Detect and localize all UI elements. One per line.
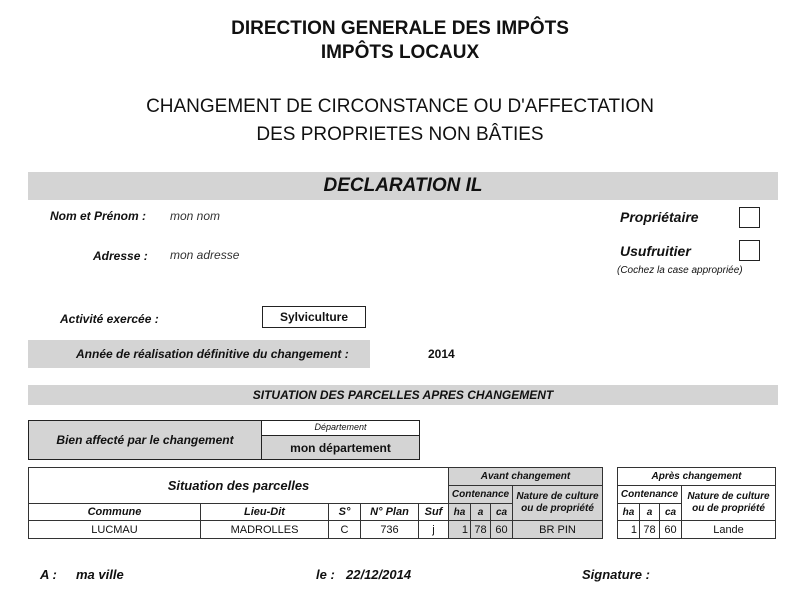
apres-header: Après changement xyxy=(618,468,776,486)
header-line1: DIRECTION GENERALE DES IMPÔTS xyxy=(231,18,569,39)
cell-apres-a[interactable]: 78 xyxy=(640,521,660,539)
departement-label: Département xyxy=(314,422,367,432)
situation-title: SITUATION DES PARCELLES APRES CHANGEMENT xyxy=(252,388,554,402)
avant-nature-header: Nature de culture ou de propriété xyxy=(513,486,603,521)
nom-label: Nom et Prénom : xyxy=(50,209,147,223)
bien-affecte-box xyxy=(28,420,420,460)
col-apres-ca: ca xyxy=(660,504,682,521)
departement-header-cell xyxy=(262,421,419,436)
nom-value[interactable]: mon nom xyxy=(170,209,221,223)
a-value[interactable]: ma ville xyxy=(76,567,124,582)
cell-avant-a[interactable]: 78 xyxy=(471,521,491,539)
col-commune: Commune xyxy=(29,504,201,521)
cell-apres-nature[interactable]: Lande xyxy=(682,521,776,539)
situation-header: Situation des parcelles xyxy=(29,468,449,504)
cell-lieu-dit[interactable]: MADROLLES xyxy=(201,521,329,539)
apres-table xyxy=(617,467,776,539)
cell-avant-ca[interactable]: 60 xyxy=(491,521,513,539)
apres-contenance-header: Contenance xyxy=(618,486,682,504)
subtitle-line1: CHANGEMENT DE CIRCONSTANCE OU D'AFFECTATION xyxy=(146,96,654,117)
avant-header: Avant changement xyxy=(449,468,603,486)
le-value[interactable]: 22/12/2014 xyxy=(346,567,412,582)
usufruitier-label: Usufruitier xyxy=(620,243,691,259)
col-avant-a: a xyxy=(471,504,491,521)
activite-value[interactable]: Sylviculture xyxy=(262,306,366,328)
subtitle-line2: DES PROPRIETES NON BÂTIES xyxy=(256,124,544,145)
cell-section[interactable]: C xyxy=(329,521,361,539)
bien-label: Bien affecté par le changement xyxy=(56,433,234,447)
proprietaire-label: Propriétaire xyxy=(620,209,699,225)
col-apres-ha: ha xyxy=(618,504,640,521)
declaration-title: DECLARATION IL xyxy=(323,175,483,196)
proprietaire-checkbox[interactable] xyxy=(739,207,760,228)
usufruitier-checkbox[interactable] xyxy=(739,240,760,261)
checkbox-hint: (Cochez la case appropriée) xyxy=(617,265,743,276)
col-section: S° xyxy=(329,504,361,521)
header-line2: IMPÔTS LOCAUX xyxy=(320,42,480,63)
declaration-bar xyxy=(28,172,778,200)
avant-contenance-header: Contenance xyxy=(449,486,513,504)
apres-nature-header: Nature de culture ou de propriété xyxy=(682,486,776,521)
col-avant-ca: ca xyxy=(491,504,513,521)
col-suf: Suf xyxy=(419,504,449,521)
bien-label-cell xyxy=(29,421,262,459)
cell-avant-nature[interactable]: BR PIN xyxy=(513,521,603,539)
col-avant-ha: ha xyxy=(449,504,471,521)
parcelles-table xyxy=(28,467,603,539)
table-row xyxy=(29,521,603,539)
le-label: le : xyxy=(316,567,335,582)
situation-bar xyxy=(28,385,778,405)
col-lieu-dit: Lieu-Dit xyxy=(201,504,329,521)
departement-value-cell xyxy=(262,436,419,459)
cell-avant-ha[interactable]: 1 xyxy=(449,521,471,539)
a-label: A : xyxy=(40,567,57,582)
cell-plan[interactable]: 736 xyxy=(361,521,419,539)
annee-label: Année de réalisation définitive du changement : xyxy=(76,347,349,361)
col-apres-a: a xyxy=(640,504,660,521)
annee-bar xyxy=(28,340,370,368)
activite-label: Activité exercée : xyxy=(60,312,159,326)
adresse-value[interactable]: mon adresse xyxy=(170,248,240,262)
col-plan: N° Plan xyxy=(361,504,419,521)
annee-value[interactable]: 2014 xyxy=(428,347,455,361)
cell-commune[interactable]: LUCMAU xyxy=(29,521,201,539)
signature-label: Signature : xyxy=(582,567,650,582)
cell-suf[interactable]: j xyxy=(419,521,449,539)
adresse-label: Adresse : xyxy=(93,249,148,263)
cell-apres-ha[interactable]: 1 xyxy=(618,521,640,539)
table-row xyxy=(618,521,776,539)
cell-apres-ca[interactable]: 60 xyxy=(660,521,682,539)
departement-value[interactable]: mon département xyxy=(290,441,391,455)
